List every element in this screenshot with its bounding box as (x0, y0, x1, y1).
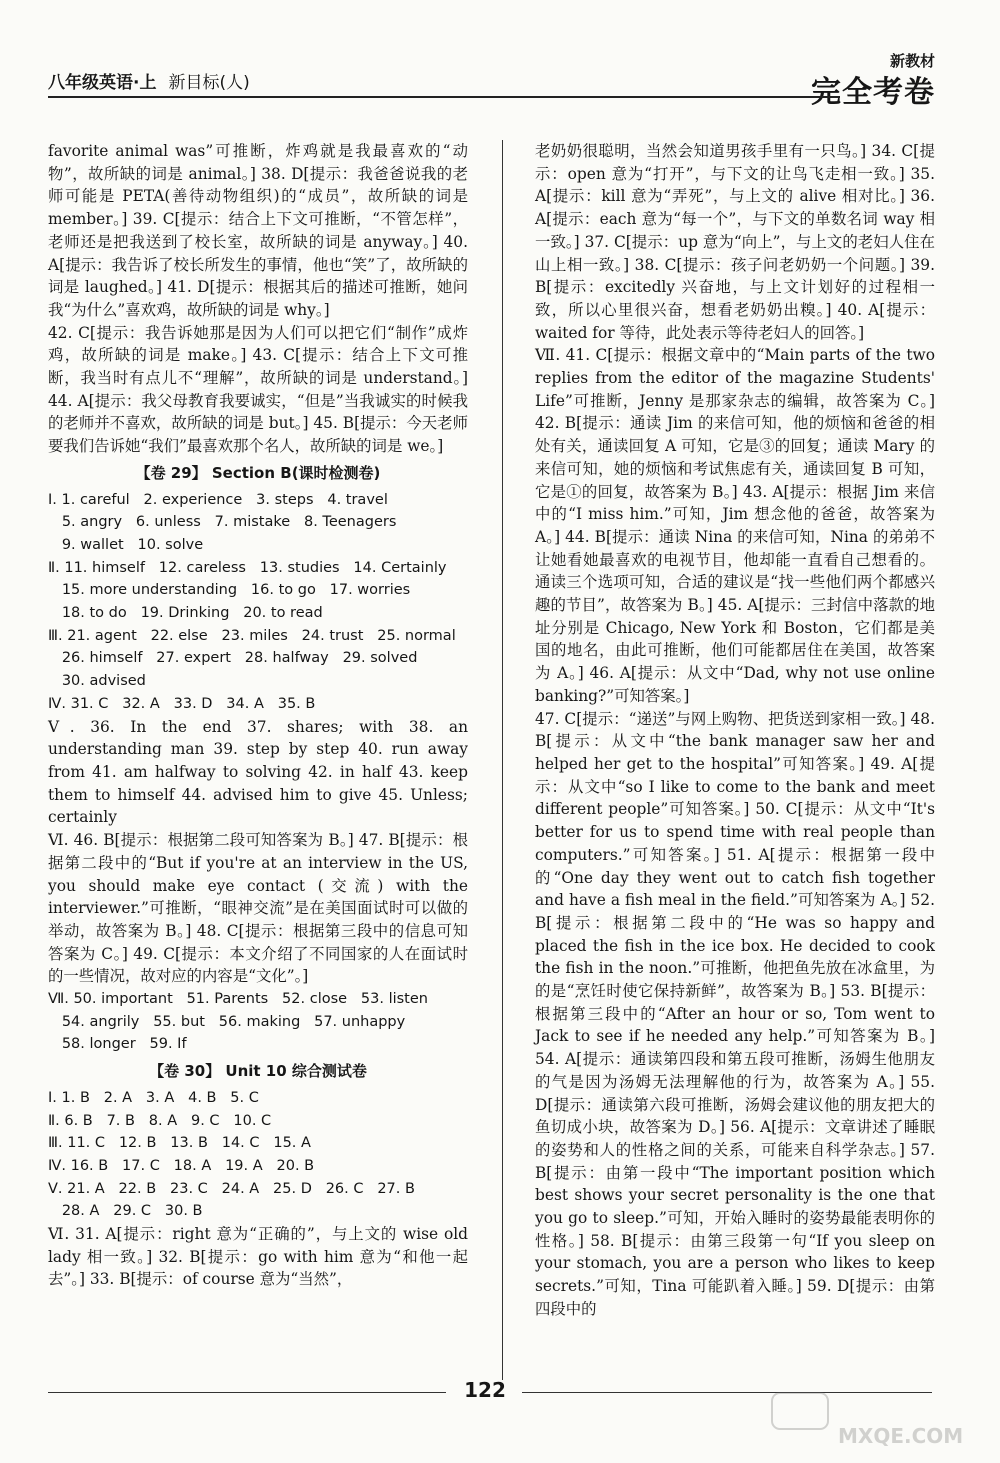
answer-list: Ⅱ. 11. himself 12. careless 13. studies 14. Certainly 15. more understanding 16. to go 17. worries 18. to do 19. Drinking 20. to read (48, 559, 447, 622)
answer-list: Ⅶ. 50. important 51. Parents 52. close 53. listen 54. angrily 55. but 56. making 57. unhappy 58. longer 59. If (48, 991, 428, 1053)
page-number: 122 (464, 1378, 506, 1402)
watermark-mark (772, 1393, 828, 1429)
brand-logo (811, 50, 935, 111)
watermark-text: MXQE.COM (838, 1424, 964, 1448)
book-edition: 新目标(人) (168, 73, 250, 93)
right-column (535, 140, 935, 1321)
answer-paragraph: 42. C[提示：我告诉她那是因为人们可以把它们“制作”成炸鸡，故所缺的词是 make。] 43. C[提示：结合上下文可推断，我当时有点儿不“理解”，故所缺的词是 understand。] 44. A[提示：我父母教育我要诚实，“但是”当我诚实的时候我的老师并不喜欢，故所缺的词是 but。] 45. B[提示：今天老师要我们告诉她“我们”最喜欢那个名人，故所缺的词是 we。] (48, 323, 468, 456)
answer-list: Ⅲ. 21. agent 22. else 23. miles 24. trust 25. normal 26. himself 27. expert 28. halfway 29. solved 30. advised (48, 627, 456, 690)
answer-paragraph: Ⅶ. 41. C[提示：根据文章中的“Main parts of the two replies from the editor of the magazine Students' Life”可推断，Jenny 是那家杂志的编辑，故答案为 C。] 42. B[提示：通读 Jim 的来信可知，他的烦恼和爸爸的相处有关，通读回复 A 可知，它是③的回复；通读 Mary 的来信可知，她的烦恼和考试焦虑有关，通读回复 B 可知，它是①的回复，故答案为 B。] 43. A[提示：根据 Jim 来信中的“I miss him.”可知，Jim 想念他的爸爸，故答案为 A。] 44. B[提示：通读 Nina 的来信可知，Nina 的弟弟不让她看她最喜欢的电视节目，他却能一直看自己想看的。通读三个选项可知，合适的建议是“找一些他们两个都感兴趣的节目”，故答案为 B。] 45. A[提示：三封信中落款的地址分别是 Chicago, New York 和 Boston，它们都是美国的地名，由此可推断，他们可能都居住在美国，故答案为 A。] 46. A[提示：从文中“Dad, why not use online banking?”可知答案。] (535, 346, 935, 705)
left-column (48, 140, 468, 1291)
answer-list: Ⅰ. 1. B 2. A 3. A 4. B 5. C Ⅱ. 6. B 7. B 8. A 9. C 10. C Ⅲ. 11. C 12. B 13. B 14. C 15. A Ⅳ. 16. B 17. C 18. A 19. A 20. B Ⅴ. 21. A 22. B 23. C 24. A 25. D 26. C 27. B 28. A 29. C 30. B (48, 1089, 415, 1220)
answer-paragraph: 老奶奶很聪明，当然会知道男孩手里有一只鸟。] 34. C[提示：open 意为“打开”，与下文的让鸟飞走相一致。] 35. A[提示：kill 意为“弄死”，与上文的 alive 相对比。] 36. A[提示：each 意为“每一个”，与下文的单数名词 way 相一致。] 37. C[提示：up 意为“向上”，与上文的老妇人住在山上相一致。] 38. C[提示：孩子问老奶奶一个问题。] 39. B[提示：excitedly 兴奋地，与上文计划好的过程相一致，所以心里很兴奋，想看老奶奶出糗。] 40. A[提示：waited for 等待，此处表示等待老妇人的回答。] (535, 142, 935, 342)
running-header (48, 68, 250, 93)
answer-paragraph: favorite animal was”可推断，炸鸡就是我最喜欢的“动物”，故所缺的词是 animal。] 38. D[提示：我爸爸说我的老师可能是 PETA(善待动物组织)的“成员”，故所缺的词是 member。] 39. C[提示：结合上下文可推断，“不管怎样”，老师还是把我送到了校长室，故所缺的词是 anyway。] 40. A[提示：我告诉了校长所发生的事情，他也“笑”了，故所缺的词是 laughed。] 41. D[提示：根据其后的描述可推断，她问我“为什么”喜欢鸡，故所缺的词是 why。] (48, 142, 468, 319)
column-divider (502, 140, 503, 1380)
answer-paragraph: 47. C[提示：“递送”与网上购物、把货送到家相一致。] 48. B[提示：从文中“the bank manager saw her and helped her get to the hospital”可知答案。] 49. A[提示：从文中“so I like to come to the bank and meet different people”可知答案。] 50. C[提示：从文中“It's better for us to spend time with real people than computers.”可知答案。] 51. A[提示：根据第一段中的“One day they went out to catch fish together and have a fish meal in the field.”可知答案为 A。] 52. B[提示：根据第二段中的“He was so happy and placed the fish in the ice box. He decided to cook the fish in the noon.”可推断，他把鱼先放在冰盒里，为的是“烹饪时使它保持新鲜”，故答案为 B。] 53. B[提示：根据第三段中的“After an hour or so, Tom went to Jack to see if he needed any help.”可知答案为 B。] 54. A[提示：通读第四段和第五段可推断，汤姆生他朋友的气是因为汤姆无法理解他的行为，故答案为 A。] 55. D[提示：通读第六段可推断，汤姆会建议他的朋友把大的鱼切成小块，故答案为 D。] 56. A[提示：文章讲述了睡眠的姿势和人的性格之间的关系，可能来自科学杂志。] 57. B[提示：由第一段中“The important position which best shows your secret personality is the one that you go to sleep.”可知，开始入睡时的姿势最能表明你的性格。] 58. B[提示：由第三段第一句“If you sleep on your stomach, you are a person who likes to keep secrets.”可知，Tina 可能趴着入睡。] 59. D[提示：由第四段中的 (535, 709, 935, 1318)
brand-main: 完全考卷 (811, 75, 935, 110)
answer-list: Ⅳ. 31. C 32. A 33. D 34. A 35. B (48, 695, 316, 712)
brand-top: 新教材 (889, 52, 935, 70)
answer-paragraph: Ⅵ. 31. A[提示：right 意为“正确的”，与上文的 wise old lady 相一致。] 32. B[提示：go with him 意为“和他一起去”。] 33. B[提示：of course 意为“当然”， (48, 1225, 468, 1289)
header-rule (48, 96, 840, 98)
book-title: 八年级英语·上 (48, 73, 157, 93)
answer-paragraph: Ⅴ. 36. In the end 37. shares; with 38. an understanding man 39. step by step 40. run away from 41. am halfway to solving 42. in half 43. keep them to himself 44. advised him to give 45. Unless; certainly (48, 717, 468, 827)
section-heading: 【卷 29】 Section B(课时检测卷) (135, 463, 381, 482)
section-heading: 【卷 30】 Unit 10 综合测试卷 (149, 1062, 367, 1081)
answer-paragraph: Ⅵ. 46. B[提示：根据第二段可知答案为 B。] 47. B[提示：根据第二段中的“But if you're at an interview in the US, you should make eye contact (交流) with the interviewer.”可推断，“眼神交流”是在美国面试时可以做的举动，故答案为 B。] 48. C[提示：根据第三段中的信息可知答案为 C。] 49. C[提示：本文介绍了不同国家的人在面试时的一些情况，故对应的内容是“文化”。] (48, 831, 468, 986)
footer-rule-left (48, 1392, 446, 1393)
answer-list: Ⅰ. 1. careful 2. experience 3. steps 4. travel 5. angry 6. unless 7. mistake 8. Teenagers 9. wallet 10. solve (48, 491, 397, 553)
watermark-logo (770, 1391, 980, 1451)
